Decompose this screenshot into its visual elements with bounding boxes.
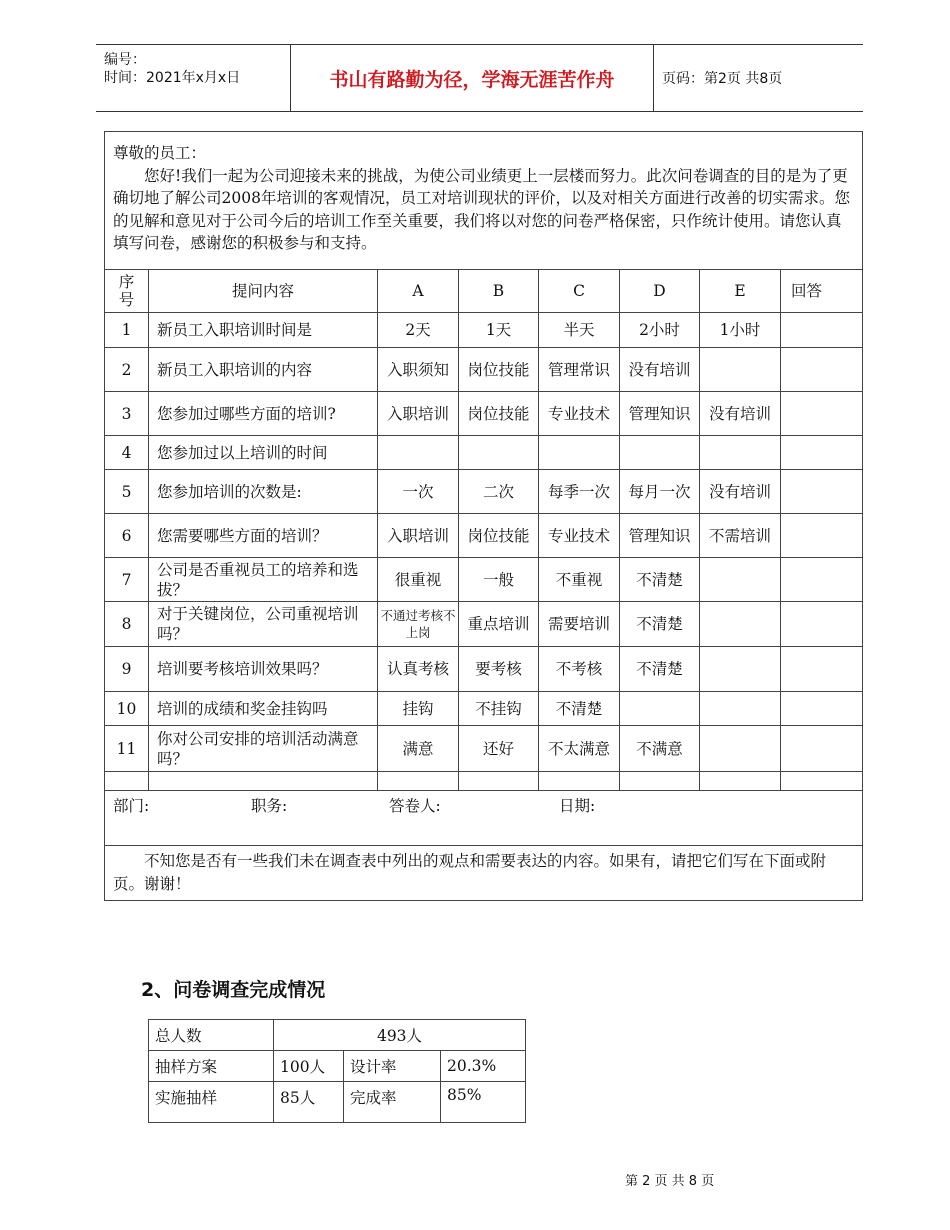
option-a: 认真考核 — [378, 647, 459, 692]
option-a: 满意 — [378, 726, 459, 772]
option-c: 不考核 — [539, 647, 620, 692]
question-text: 您参加过哪些方面的培训? — [149, 392, 378, 436]
completion-rate-label: 完成率 — [344, 1082, 441, 1123]
header-c: C — [539, 270, 620, 313]
row-number: 8 — [105, 602, 149, 647]
table-row — [105, 392, 863, 436]
table-row — [105, 514, 863, 558]
option-e: 不需培训 — [700, 514, 781, 558]
greeting: 尊敬的员工： — [113, 144, 207, 162]
option-c — [539, 436, 620, 470]
sample-plan-value: 100人 — [274, 1051, 344, 1082]
design-rate-value: 20.3% — [441, 1051, 526, 1082]
question-text: 新员工入职培训的内容 — [149, 348, 378, 392]
empty-row — [105, 772, 863, 791]
option-c: 不重视 — [539, 558, 620, 602]
question-text: 您需要哪些方面的培训？ — [149, 514, 378, 558]
option-e — [700, 692, 781, 726]
option-d: 不清楚 — [620, 647, 700, 692]
option-b: 还好 — [459, 726, 539, 772]
table-row — [105, 436, 863, 470]
option-a: 入职培训 — [378, 514, 459, 558]
option-d: 管理知识 — [620, 392, 700, 436]
table-row — [105, 647, 863, 692]
option-d: 每月一次 — [620, 470, 700, 514]
option-e: 1小时 — [700, 313, 781, 348]
header-page-info: 页码：第2页 共8页 — [662, 71, 783, 87]
option-c: 管理常识 — [539, 348, 620, 392]
row-number: 1 — [105, 313, 149, 348]
question-text: 您参加过以上培训的时间 — [149, 436, 378, 470]
table-row — [105, 692, 863, 726]
table-row — [105, 602, 863, 647]
completion-table — [148, 1019, 526, 1123]
option-d — [620, 692, 700, 726]
row-number: 9 — [105, 647, 149, 692]
answer-cell[interactable] — [781, 726, 863, 772]
option-c: 不清楚 — [539, 692, 620, 726]
option-e — [700, 647, 781, 692]
answer-cell[interactable] — [781, 313, 863, 348]
option-c: 专业技术 — [539, 392, 620, 436]
option-b: 重点培训 — [459, 602, 539, 647]
completion-rate-value: 85% — [441, 1082, 526, 1123]
answer-cell[interactable] — [781, 348, 863, 392]
option-d: 不满意 — [620, 726, 700, 772]
table-header-row — [105, 270, 863, 313]
option-d: 不清楚 — [620, 602, 700, 647]
option-e — [700, 436, 781, 470]
option-e — [700, 726, 781, 772]
answer-cell[interactable] — [781, 392, 863, 436]
sample-plan-label: 抽样方案 — [149, 1051, 274, 1082]
total-label: 总人数 — [149, 1020, 274, 1051]
option-a: 入职须知 — [378, 348, 459, 392]
closing-note: 不知您是否有一些我们未在调查表中列出的观点和需要表达的内容。如果有，请把它们写在下面或附页。谢谢！ — [105, 846, 863, 901]
question-text: 您参加培训的次数是: — [149, 470, 378, 514]
option-e: 没有培训 — [700, 392, 781, 436]
survey-intro — [105, 132, 863, 270]
answer-cell[interactable] — [781, 470, 863, 514]
question-text: 培训要考核培训效果吗？ — [149, 647, 378, 692]
table-row — [105, 348, 863, 392]
option-e — [700, 558, 781, 602]
question-text: 培训的成绩和奖金挂钩吗 — [149, 692, 378, 726]
header-b: B — [459, 270, 539, 313]
option-b: 不挂钩 — [459, 692, 539, 726]
table-row — [105, 726, 863, 772]
date-label: 日期: — [559, 797, 596, 815]
option-a: 2天 — [378, 313, 459, 348]
header-no: 序号 — [105, 270, 149, 313]
option-b: 岗位技能 — [459, 392, 539, 436]
answer-cell[interactable] — [781, 436, 863, 470]
actual-sample-label: 实施抽样 — [149, 1082, 274, 1123]
option-a: 入职培训 — [378, 392, 459, 436]
option-b: 一般 — [459, 558, 539, 602]
option-d: 2小时 — [620, 313, 700, 348]
question-text: 对于关键岗位，公司重视培训吗？ — [149, 602, 378, 647]
row-number: 11 — [105, 726, 149, 772]
row-number: 5 — [105, 470, 149, 514]
design-rate-label: 设计率 — [344, 1051, 441, 1082]
option-b: 二次 — [459, 470, 539, 514]
header-d: D — [620, 270, 700, 313]
option-c: 需要培训 — [539, 602, 620, 647]
row-number: 6 — [105, 514, 149, 558]
option-c: 每季一次 — [539, 470, 620, 514]
option-a: 很重视 — [378, 558, 459, 602]
page-footer: 第 2 页 共 8 页 — [625, 1174, 715, 1189]
total-value: 493人 — [274, 1020, 526, 1051]
question-text: 你对公司安排的培训活动满意吗？ — [149, 726, 378, 772]
option-d — [620, 436, 700, 470]
table-row — [105, 313, 863, 348]
intro-text: 您好!我们一起为公司迎接未来的挑战，为使公司业绩更上一层楼而努力。此次问卷调查的目的是为了更确切地了解公司2008年培训的客观情况，员工对培训现状的评价，以及对相关方面进行改善的切实需求。您的见解和意见对于公司今后的培训工作至关重要，我们将以对您的问卷严格保密，只作统计使用。请您认真填写问卷，感谢您的积极参与和支持。 — [113, 166, 850, 252]
option-b: 岗位技能 — [459, 348, 539, 392]
header-e: E — [700, 270, 781, 313]
option-e — [700, 602, 781, 647]
signature-row — [105, 791, 863, 846]
question-text: 公司是否重视员工的培养和选拔？ — [149, 558, 378, 602]
option-c: 半天 — [539, 313, 620, 348]
option-b: 1天 — [459, 313, 539, 348]
table-row — [105, 470, 863, 514]
option-a — [378, 436, 459, 470]
row-number: 3 — [105, 392, 149, 436]
option-b: 岗位技能 — [459, 514, 539, 558]
option-a: 一次 — [378, 470, 459, 514]
respondent-label: 答卷人: — [389, 797, 441, 815]
answer-cell[interactable] — [781, 692, 863, 726]
answer-cell[interactable] — [781, 514, 863, 558]
option-a: 挂钩 — [378, 692, 459, 726]
option-b — [459, 436, 539, 470]
answer-cell[interactable] — [781, 772, 863, 791]
row-number: 7 — [105, 558, 149, 602]
option-e: 没有培训 — [700, 470, 781, 514]
answer-cell[interactable] — [781, 558, 863, 602]
option-d: 没有培训 — [620, 348, 700, 392]
position-label: 职务: — [251, 797, 288, 815]
question-text: 新员工入职培训时间是 — [149, 313, 378, 348]
row-number: 4 — [105, 436, 149, 470]
row-number: 2 — [105, 348, 149, 392]
answer-cell[interactable] — [781, 647, 863, 692]
answer-cell[interactable] — [781, 602, 863, 647]
section-title: 2、问卷调查完成情况 — [141, 979, 326, 1001]
header-a: A — [378, 270, 459, 313]
option-a: 不通过考核不上岗 — [378, 602, 459, 647]
header-question: 提问内容 — [149, 270, 378, 313]
table-row — [105, 558, 863, 602]
row-number: 10 — [105, 692, 149, 726]
option-e — [700, 348, 781, 392]
time-label: 时间：2021年x月x日 — [104, 70, 241, 86]
number-label: 编号： — [104, 52, 146, 68]
dept-label: 部门: — [113, 797, 150, 815]
header-meta — [96, 45, 291, 111]
option-d: 管理知识 — [620, 514, 700, 558]
option-d: 不清楚 — [620, 558, 700, 602]
actual-sample-value: 85人 — [274, 1082, 344, 1123]
option-b: 要考核 — [459, 647, 539, 692]
header-motto: 书山有路勤为径，学海无涯苦作舟 — [291, 45, 654, 111]
survey-table — [104, 131, 863, 901]
page-header — [96, 44, 863, 112]
option-c: 专业技术 — [539, 514, 620, 558]
option-c: 不太满意 — [539, 726, 620, 772]
header-answer: 回答 — [781, 270, 863, 313]
